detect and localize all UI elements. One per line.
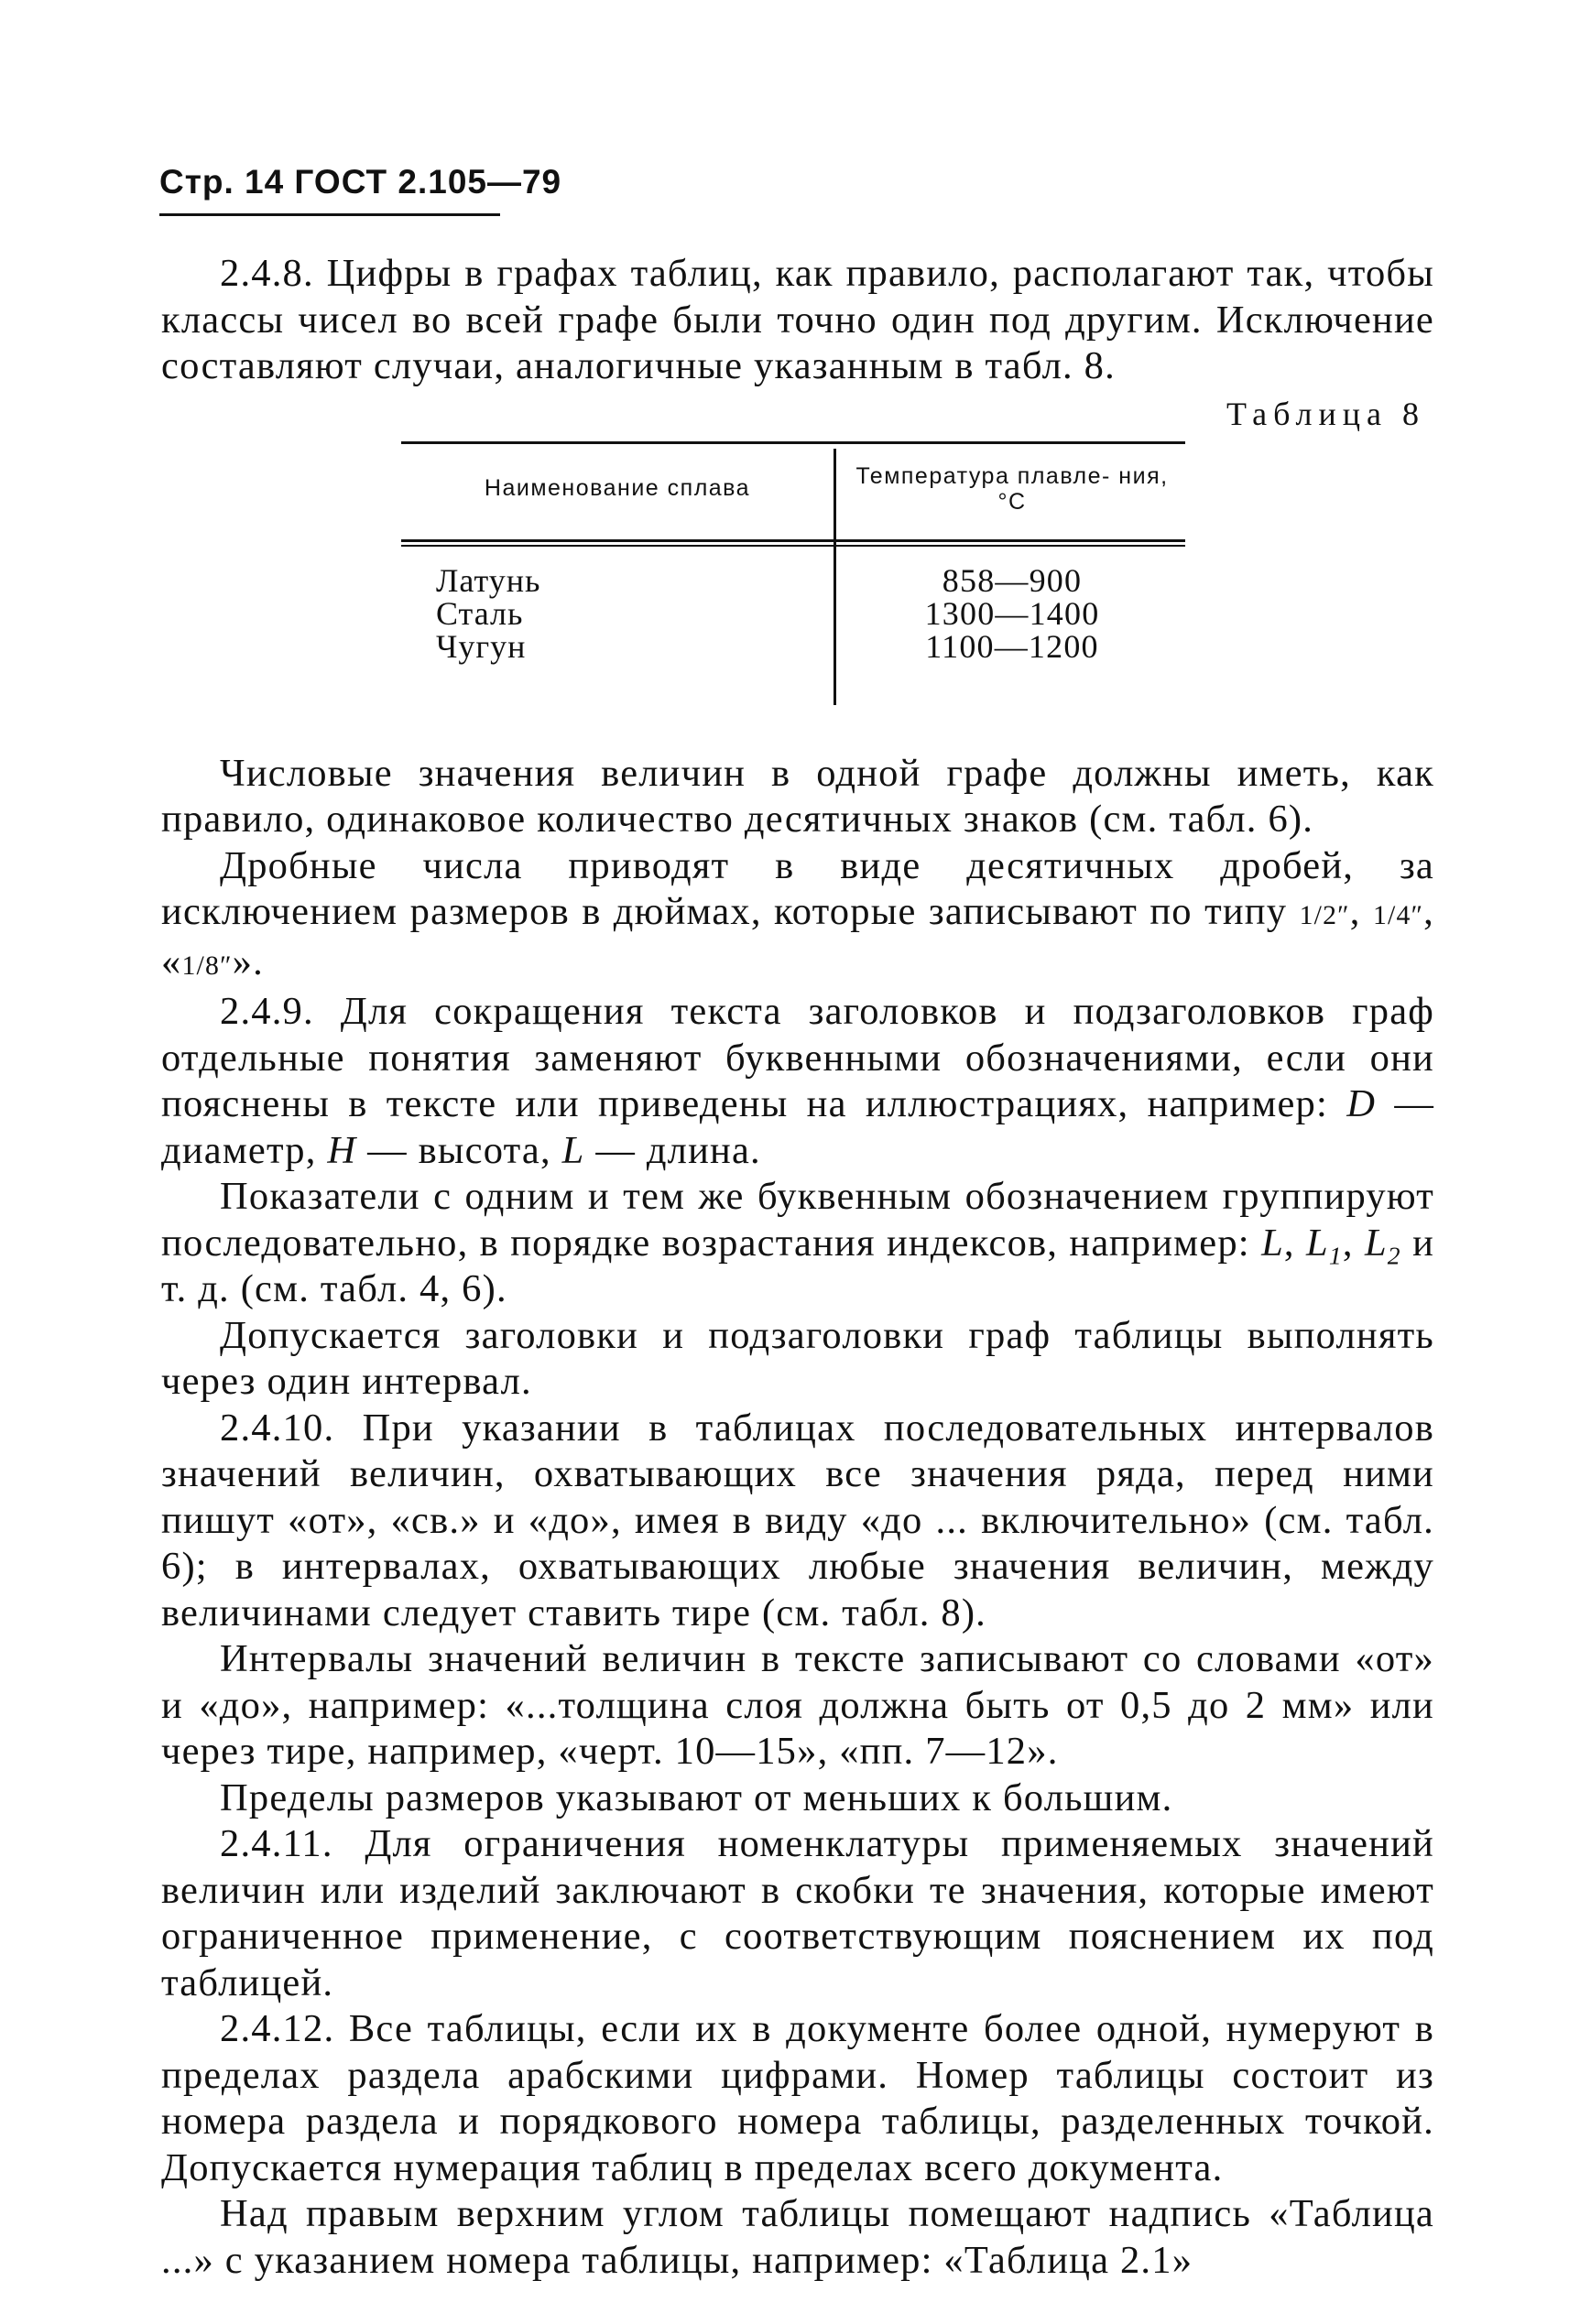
paragraph-intervals-text: Интервалы значений величин в тексте записывают со словами «от» и «до», например: «...толщина слоя должна быть от 0,5 до 2 мм» или через тире, например, «черт. 10—15», «пп. 7—12».: [161, 1637, 1434, 1773]
p249-text: 2.4.9. Для сокращения текста заголовков и подзаголовков граф отдельные понятия заменяют буквенными обозначениями, если они пояснены в тексте или приведены на иллюстрациях, например:: [161, 990, 1434, 1125]
table-cell-value: 1100—1200: [925, 627, 1099, 665]
paragraph-fractions: Дробные числа приводят в виде десятичных дробей, за исключением размеров в дюймах, которые записывают по типу 1/2″, 1/4″, «1/8″».: [161, 843, 1434, 983]
table-header-rule: [401, 539, 1185, 542]
table-column-divider: [834, 449, 836, 705]
paragraph-interval: Допускается заголовки и подзаголовки граф таблицы выполнять через один интервал.: [161, 1313, 1434, 1403]
fraction-half: 1/2″: [1299, 900, 1350, 930]
table-caption: Таблица 8: [1226, 395, 1425, 432]
symbol-l-1: $L_1$: [1306, 1221, 1343, 1269]
table-header-alloy: Наименование сплава: [484, 474, 751, 501]
definition-h: — высота,: [367, 1128, 551, 1172]
page-header: Стр. 14 ГОСТ 2.105—79: [159, 163, 562, 201]
paragraph-table-label: Над правым верхним углом таблицы помещают надпись «Таблица ...» с указанием номера таблицы, например: «Таблица 2.1»: [161, 2192, 1434, 2282]
fraction-eighth: 1/8″: [181, 950, 233, 981]
table-cell-name: Латунь: [436, 561, 541, 599]
indices-tail: и т. д. (см. табл. 4, 6).: [161, 1221, 1435, 1310]
table-cell-value: 1300—1400: [924, 594, 1100, 632]
symbol-l-2: $L_2$: [1364, 1221, 1401, 1269]
body-text: [161, 251, 1434, 2284]
fractions-text: Дробные числа приводят в виде десятичных дробей, за исключением размеров в дюймах, которые записывают по типу: [161, 843, 1434, 933]
symbol-d: D: [1346, 1082, 1377, 1125]
paragraph-2-4-12: 2.4.12. Все таблицы, если их в документе более одной, нумеруют в пределах раздела арабскими цифрами. Номер таблицы состоит из номера раздела и порядкового номера таблицы, разделенных точкой. Допускается нумерация таблиц в пределах всего документа.: [161, 2007, 1434, 2189]
table-cell-value: 858—900: [942, 561, 1083, 599]
symbol-l-0: L: [1261, 1221, 1284, 1265]
paragraph-2-4-10: 2.4.10. При указании в таблицах последовательных интервалов значений величин, охватывающих все значения ряда, перед ними пишут «от», «св.» и «до», имея в виду «до ... включительно» (см. табл. 6); в интервалах, охватывающих любые значения величин, между величинами следует ставить тире (см. табл. 8).: [161, 1406, 1434, 1634]
definition-d: — диаметр,: [161, 1082, 1435, 1172]
table-names-column: [436, 561, 541, 665]
symbol-l: L: [561, 1128, 585, 1172]
table-cell-name: Чугун: [436, 627, 527, 665]
table-8: [401, 441, 1185, 712]
indices-text: Показатели с одним и тем же буквенным обозначением группируют последовательно, в порядке возрастания индексов, например:: [161, 1175, 1434, 1265]
header-rule: [159, 213, 500, 216]
paragraph-2-4-11: 2.4.11. Для ограничения номенклатуры применяемых значений величин или изделий заключают в скобки те значения, которые имеют ограниченное применение, с соответствующим пояснением их под таблицей.: [161, 1822, 1434, 2004]
fraction-quarter: 1/4″: [1372, 900, 1424, 930]
paragraph-2-4-8: 2.4.8. Цифры в графах таблиц, как правило, располагают так, чтобы классы чисел во всей графе были точно один под другим. Исключение составляют случаи, аналогичные указанным в табл. 8.: [161, 252, 1434, 387]
table-header-rule-double: [401, 545, 1185, 547]
table-cell-name: Сталь: [436, 594, 524, 632]
paragraph-2-4-9: [161, 989, 1434, 1174]
table-header-temperature: Температура плавле- ния, °С: [855, 462, 1169, 515]
paragraph-numeric-values: Числовые значения величин в одной графе должны иметь, как правило, одинаковое количество десятичных знаков (см. табл. 6).: [161, 751, 1434, 841]
table-top-rule: [401, 441, 1185, 444]
symbol-h: H: [327, 1128, 357, 1172]
paragraph-limits: Пределы размеров указывают от меньших к большим.: [220, 1776, 1173, 1819]
definition-l: — длина.: [595, 1128, 761, 1172]
table-values-column: [839, 561, 1185, 665]
paragraph-indices: Показатели с одним и тем же буквенным обозначением группируют последовательно, в порядке возрастания индексов, например: L, $L_1$, $L_2$ и т. д. (см. табл. 4, 6).: [161, 1175, 1435, 1310]
